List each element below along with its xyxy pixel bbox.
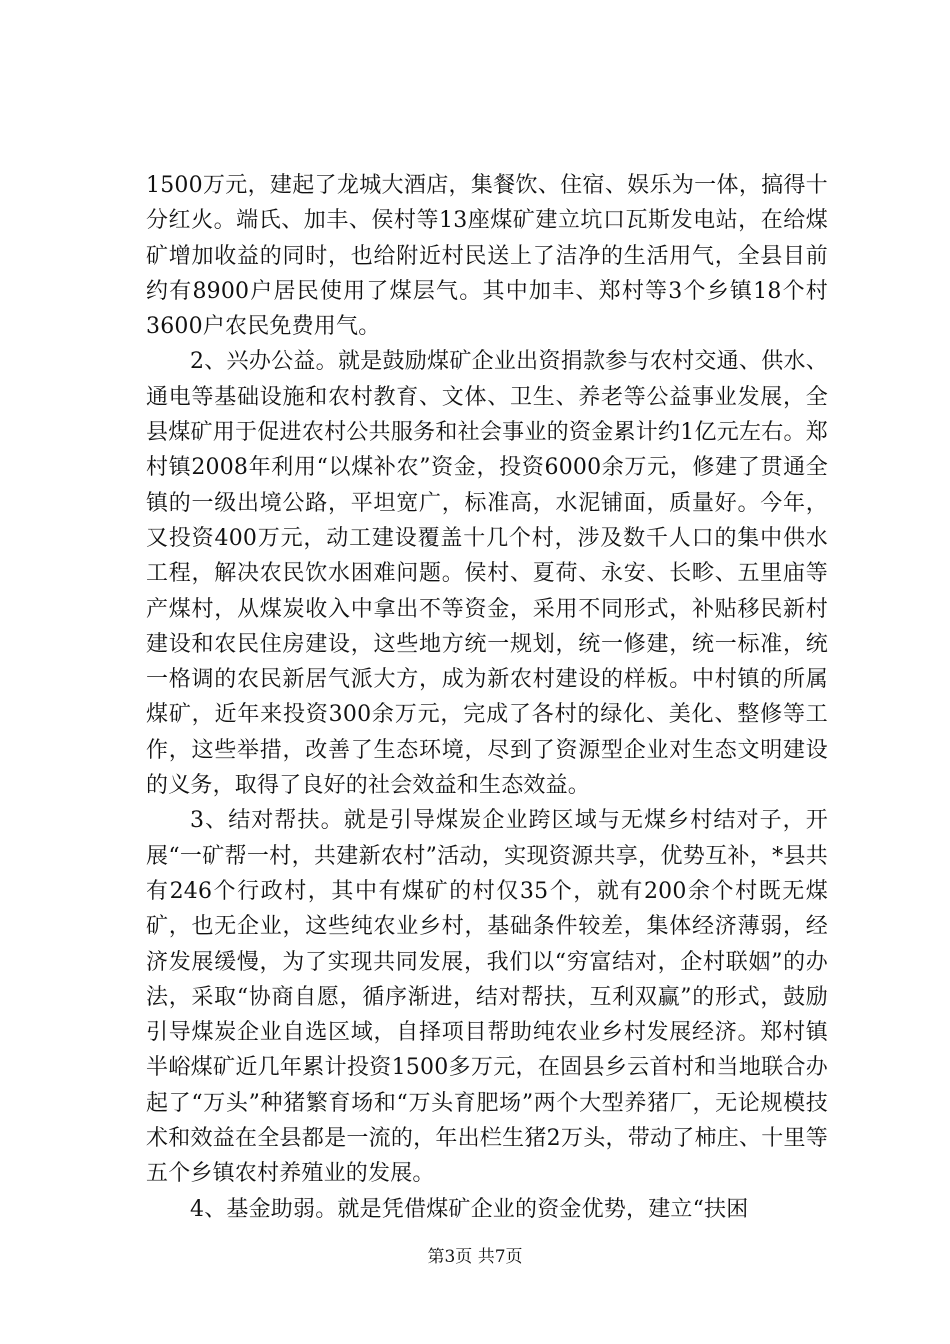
paragraph-continuation: 1500万元，建起了龙城大酒店，集餐饮、住宿、娱乐为一体，搞得十分红火。端氏、加丰、侯村等13座煤矿建立坑口瓦斯发电站，在给煤矿增加收益的同时，也给附近村民送上了洁净的生活用气，全县目前约有8900户居民使用了煤层气。其中加丰、郑村等3个乡镇18个村3600户农民免费用气。 (146, 173, 828, 340)
page-number-footer: 第3页 共7页 (427, 1247, 523, 1267)
paragraph-paired-assistance: 3、结对帮扶。就是引导煤炭企业跨区域与无煤乡村结对子，开展“一矿帮一村，共建新农村”活动，实现资源共享，优势互补，*县共有246个行政村，其中有煤矿的村仅35个，就有200余个村既无煤矿，也无企业，这些纯农业乡村，基础条件较差，集体经济薄弱，经济发展缓慢，为了实现共同发展，我们以“穷富结对，企村联姻”的办法，采取“协商自愿，循序渐进，结对帮扶，互利双赢”的形式，鼓励引导煤炭企业自选区域，自择项目帮助纯农业乡村发展经济。郑村镇半峪煤矿近几年累计投资1500多万元，在固县乡云首村和当地联合办起了“万头”种猪繁育场和“万头育肥场”两个大型养猪厂，无论规模技术和效益在全县都是一流的，年出栏生猪2万头，带动了柿庄、十里等五个乡镇农村养殖业的发展。 (146, 808, 828, 1187)
document-body (146, 168, 828, 1227)
paragraph-fund-support: 4、基金助弱。就是凭借煤矿企业的资金优势，建立“扶困 (190, 1196, 749, 1222)
paragraph-public-welfare: 2、兴办公益。就是鼓励煤矿企业出资捐款参与农村交通、供水、通电等基础设施和农村教育、文体、卫生、养老等公益事业发展，全县煤矿用于促进农村公共服务和社会事业的资金累计约1亿元左右。郑村镇2008年利用“以煤补农”资金，投资6000余万元，修建了贯通全镇的一级出境公路，平坦宽广，标准高，水泥铺面，质量好。今年，又投资400万元，动工建设覆盖十几个村，涉及数千人口的集中供水工程，解决农民饮水困难问题。侯村、夏荷、永安、长畛、五里庙等产煤村，从煤炭收入中拿出不等资金，采用不同形式，补贴移民新村建设和农民住房建设，这些地方统一规划，统一修建，统一标准，统一格调的农民新居气派大方，成为新农村建设的样板。中村镇的所属煤矿，近年来投资300余万元，完成了各村的绿化、美化、整修等工作，这些举措，改善了生态环境，尽到了资源型企业对生态文明建设的义务，取得了良好的社会效益和生态效益。 (146, 349, 828, 799)
